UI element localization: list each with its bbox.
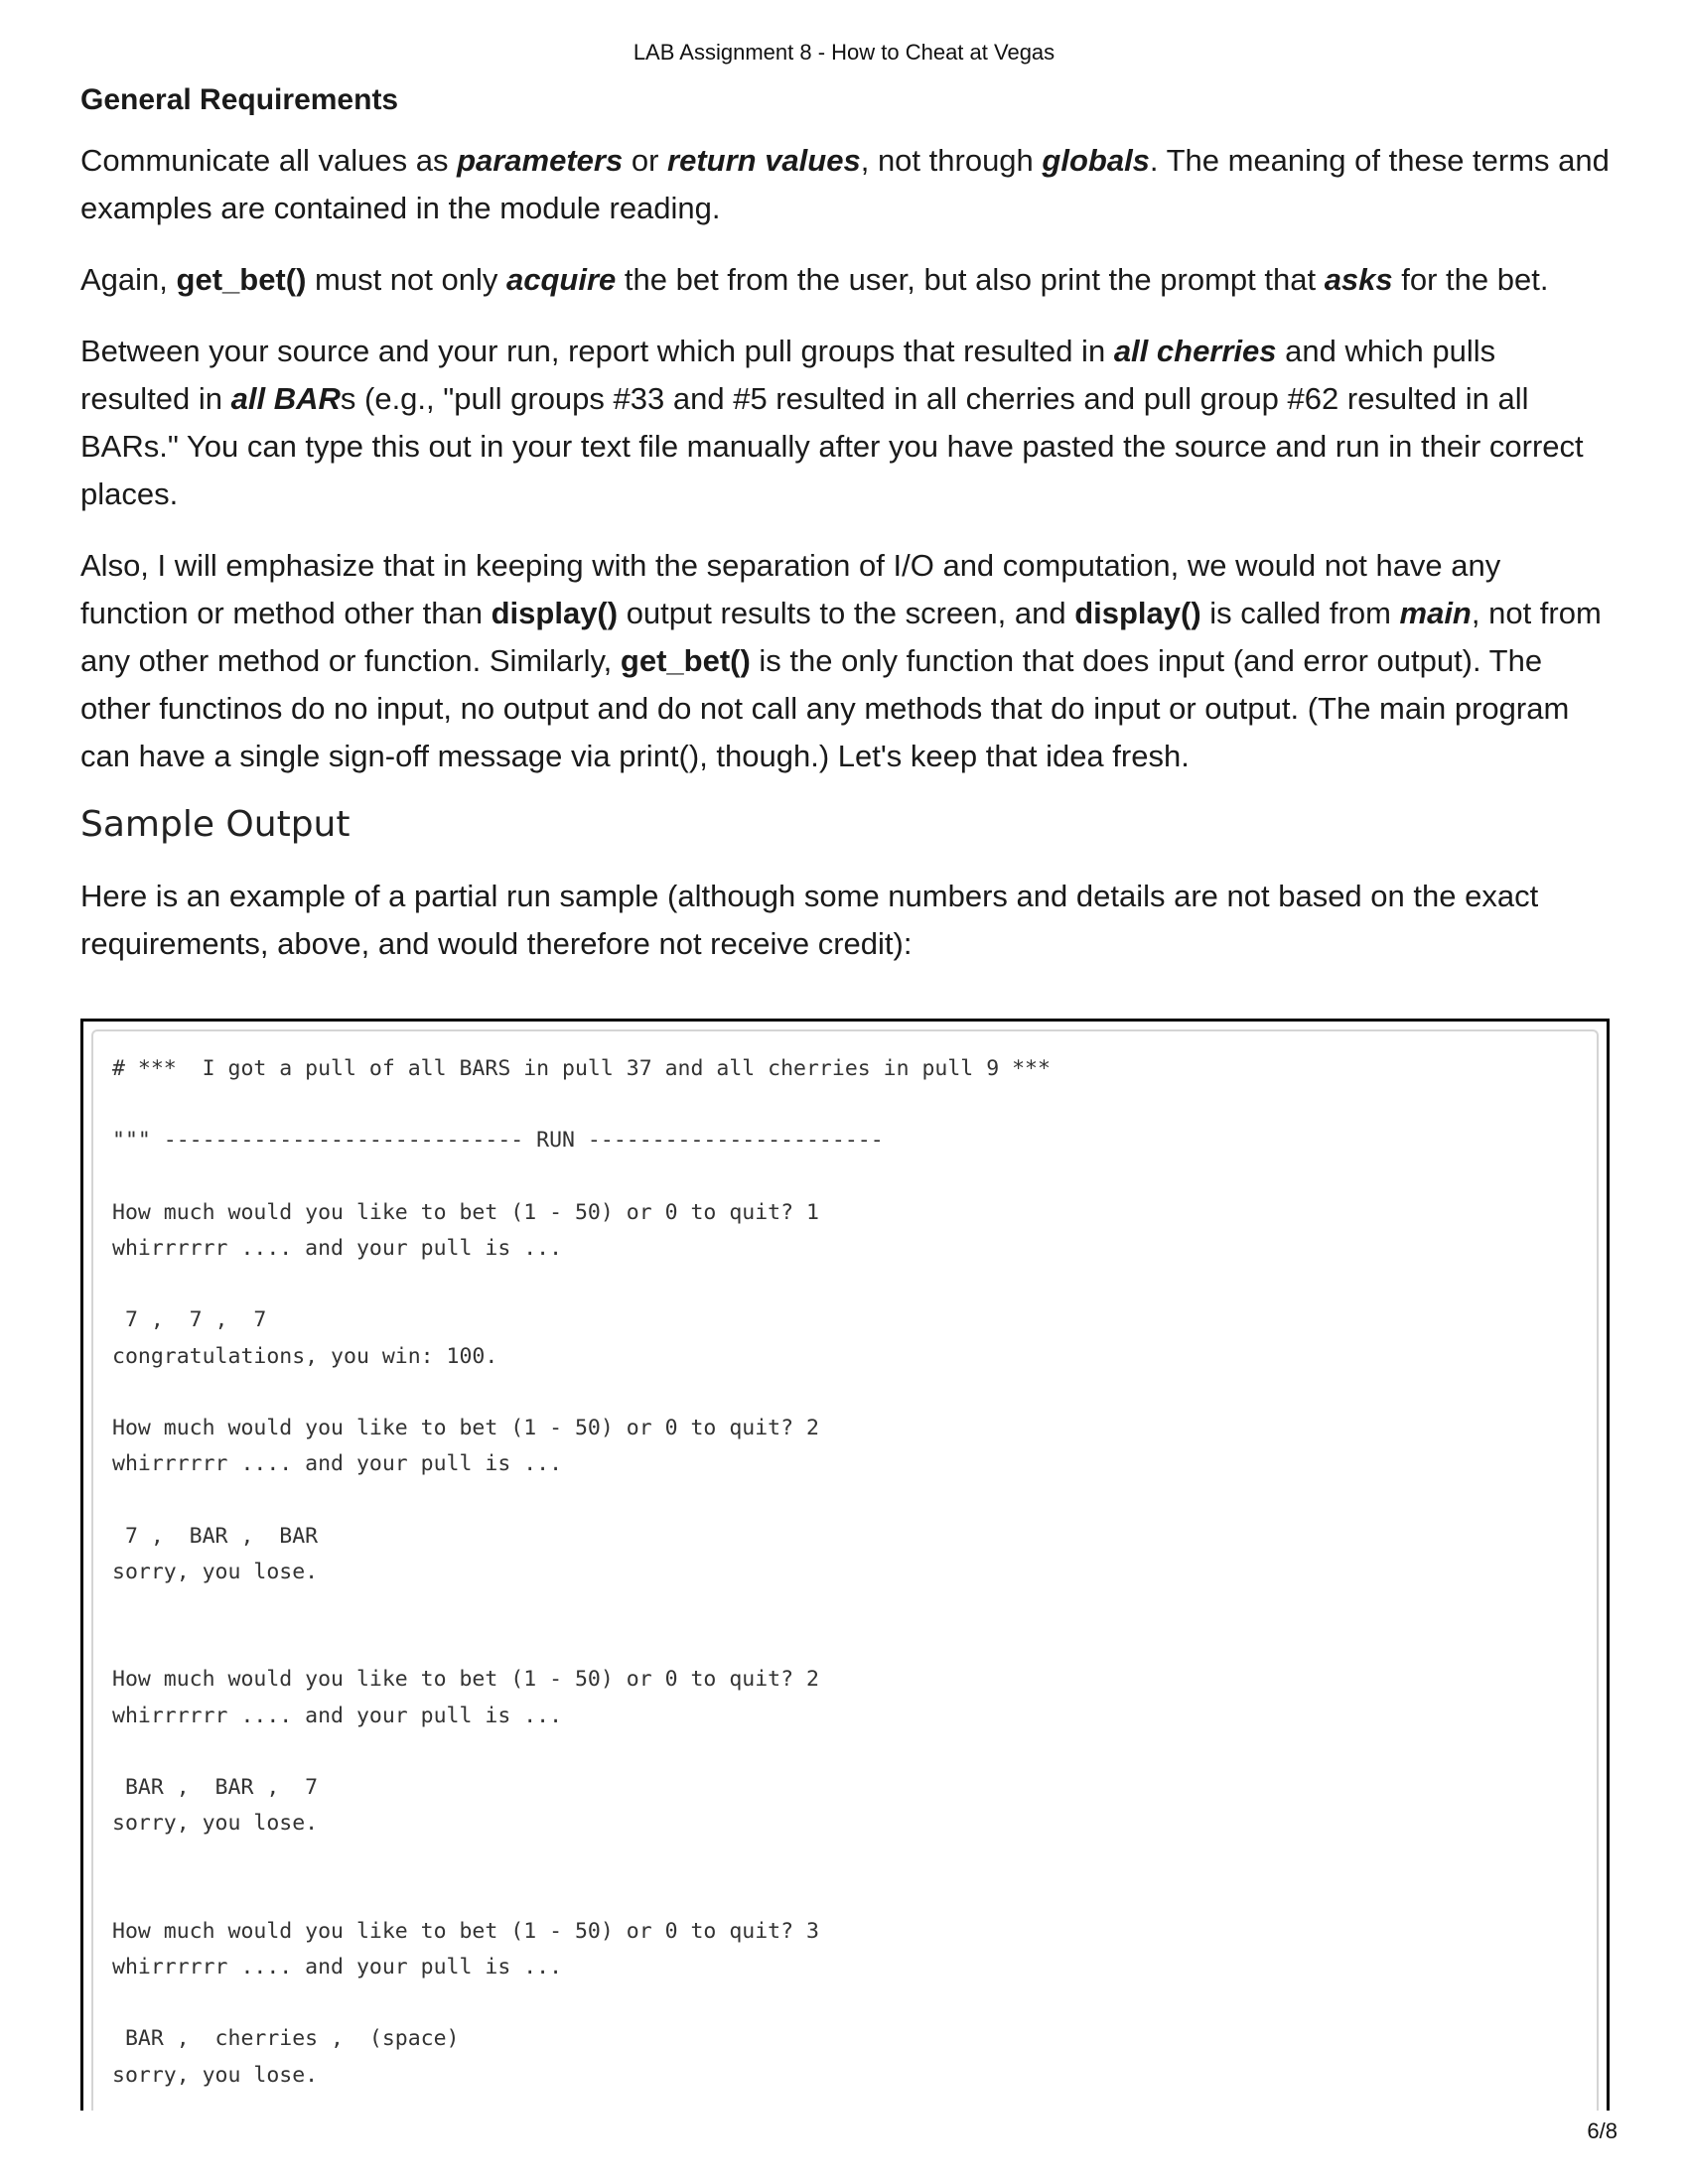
paragraph-io-separation: [80, 542, 1610, 780]
text: or: [623, 143, 668, 178]
sample-run-output: # *** I got a pull of all BARS in pull 37 and all cherries in pull 9 *** """ ---------------------------- RUN ----------------------- How much would you like to bet (1 - 50) or 0 to quit? 1 whirrrrrr .... and your pull is ... 7 , 7 , 7 congratulations, you win: 100. How much would you like to bet (1 - 50) or 0 to quit? 2 whirrrrrr .... and your pull is ... 7 , BAR , BAR sorry, you lose. How much would you like to bet (1 - 50) or 0 to quit? 2 whirrrrrr .... and your pull is ... BAR , BAR , 7 sorry, you lose. How much would you like to bet (1 - 50) or 0 to quit? 3 whirrrrrr .... and your pull is ... BAR , cherries , (space) sorry, you lose.: [112, 1056, 1051, 2088]
section-heading-sample-output: Sample Output: [80, 804, 351, 845]
section-heading-general-requirements: General Requirements: [80, 83, 399, 116]
emphasis: acquire: [506, 262, 617, 297]
document-body: [80, 83, 1610, 992]
text: , not from any other method or function. Similarly,: [80, 596, 1602, 678]
text: is the only function that does input (and error output). The other functinos do no input, no output and do not call any methods that do input or output. (The main program can have a single sign-off message via print(), though.) Let's keep that idea fresh.: [80, 643, 1570, 773]
text: for the bet.: [1392, 262, 1549, 297]
text: Between your source and your run, report which pull groups that resulted in: [80, 334, 1114, 368]
text: is called from: [1200, 596, 1400, 630]
paragraph-get-bet: [80, 256, 1610, 304]
emphasis: globals: [1042, 143, 1150, 178]
text: must not only: [306, 262, 506, 297]
code-block: [91, 1029, 1599, 2111]
code-term: display(): [1074, 596, 1201, 630]
text: and which pulls resulted in: [80, 334, 1496, 416]
running-header: LAB Assignment 8 - How to Cheat at Vegas: [633, 40, 1055, 65]
paragraph-sample-intro: Here is an example of a partial run sample (although some numbers and details are not based on the exact requirements, above, and would therefore not receive credit):: [80, 879, 1539, 961]
text: output results to the screen, and: [618, 596, 1075, 630]
emphasis: main: [1399, 596, 1472, 630]
text: Communicate all values as: [80, 143, 458, 178]
text: , not through: [860, 143, 1043, 178]
text: s (e.g., "pull groups #33 and #5 resulted in all cherries and pull group #62 resulted in all BARs." You can type this out in your text file manually after you have pasted the source and run in their correct places.: [80, 381, 1584, 511]
text: Also, I will emphasize that in keeping with the separation of I/O and computation, we would not have any function or method other than: [80, 548, 1501, 630]
paragraph-report-pull-groups: [80, 328, 1610, 518]
emphasis: all cherries: [1113, 334, 1277, 368]
sample-output-frame: [80, 1019, 1610, 2111]
text: . The meaning of these terms and examples are contained in the module reading.: [80, 143, 1610, 225]
emphasis: return values: [667, 143, 861, 178]
emphasis: asks: [1324, 262, 1393, 297]
emphasis: all BAR: [230, 381, 341, 416]
emphasis: parameters: [457, 143, 624, 178]
code-term: get_bet(): [176, 262, 307, 297]
page-number: 6/8: [1587, 2118, 1618, 2143]
text: the bet from the user, but also print the prompt that: [616, 262, 1325, 297]
paragraph-communicate-values: [80, 137, 1610, 232]
text: Again,: [80, 262, 177, 297]
code-term: display(): [491, 596, 619, 630]
code-term: get_bet(): [620, 643, 751, 678]
